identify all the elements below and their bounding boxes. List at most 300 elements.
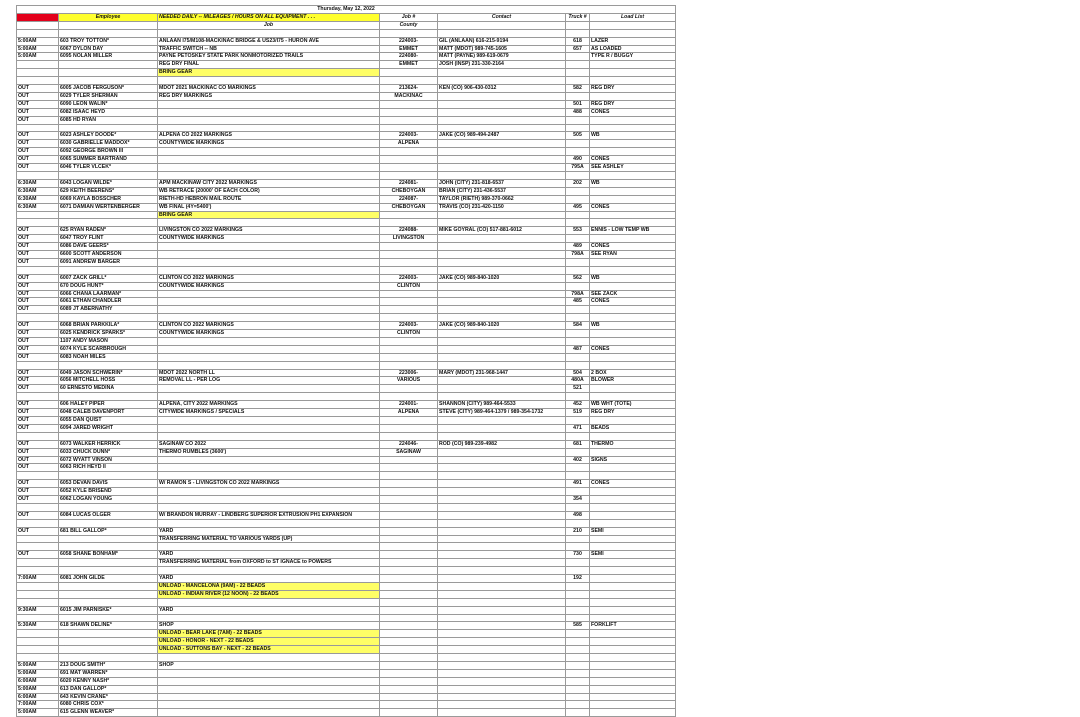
employee-cell: 6029 TYLER SHERMAN	[59, 92, 158, 100]
subheader-row	[17, 21, 676, 29]
job-number-cell: CHEBOYGAN	[380, 187, 438, 195]
time-cell: 5:00AM	[17, 53, 59, 61]
job-cell: ANLAAN I75/M108-MACKINAC BRIDGE & US23/I75 - HURON AVE	[158, 37, 380, 45]
employee-cell: 6065 SUMMER BARTRAND	[59, 156, 158, 164]
contact-cell: JAKE (CO) 989-840-1020	[438, 322, 566, 330]
employee-cell: 629 KEITH BEERENS*	[59, 187, 158, 195]
load-list-cell	[590, 685, 676, 693]
job-cell	[158, 243, 380, 251]
schedule-row	[17, 464, 676, 472]
load-list-cell: CONES	[590, 203, 676, 211]
job-cell	[158, 424, 380, 432]
job-cell: BRING GEAR	[158, 211, 380, 219]
contact-cell: MARY (MDOT) 231-968-1447	[438, 369, 566, 377]
employee-cell: 643 KEVIN CRANE*	[59, 693, 158, 701]
spacer-row	[17, 266, 676, 274]
truck-cell: 202	[566, 179, 590, 187]
truck-cell	[566, 330, 590, 338]
load-list-cell: CONES	[590, 345, 676, 353]
contact-cell: SHANNON (CITY) 989-464-5533	[438, 401, 566, 409]
time-cell: OUT	[17, 330, 59, 338]
truck-cell	[566, 582, 590, 590]
job-number-cell	[380, 669, 438, 677]
schedule-row	[17, 646, 676, 654]
load-list-cell	[590, 701, 676, 709]
employee-cell: 6095 NOLAN MILLER	[59, 53, 158, 61]
time-cell: OUT	[17, 527, 59, 535]
contact-cell: ROD (CO) 989-239-4982	[438, 440, 566, 448]
schedule-row	[17, 45, 676, 53]
load-list-cell	[590, 69, 676, 77]
load-list-cell	[590, 448, 676, 456]
job-subheader: Job	[158, 21, 380, 29]
contact-cell	[438, 551, 566, 559]
spacer-row	[17, 77, 676, 85]
job-cell	[158, 156, 380, 164]
job-cell	[158, 464, 380, 472]
truck-cell	[566, 638, 590, 646]
contact-cell	[438, 306, 566, 314]
job-cell: REMOVAL LL - PER LOG	[158, 377, 380, 385]
employee-cell	[59, 211, 158, 219]
employee-cell: 6062 LOGAN YOUNG	[59, 496, 158, 504]
contact-cell	[438, 345, 566, 353]
job-number-cell: 213624-	[380, 85, 438, 93]
job-number-cell	[380, 290, 438, 298]
employee-cell: 670 DOUG HUNT*	[59, 282, 158, 290]
time-cell: OUT	[17, 448, 59, 456]
load-list-cell	[590, 606, 676, 614]
contact-cell	[438, 100, 566, 108]
contact-cell	[438, 582, 566, 590]
time-cell: OUT	[17, 235, 59, 243]
truck-cell: 501	[566, 100, 590, 108]
time-cell: OUT	[17, 464, 59, 472]
time-cell: 5:00AM	[17, 37, 59, 45]
job-cell: TRAFFIC SWITCH -- NB	[158, 45, 380, 53]
load-list-cell	[590, 116, 676, 124]
schedule-row	[17, 638, 676, 646]
schedule-row	[17, 345, 676, 353]
load-list-cell	[590, 693, 676, 701]
job-cell	[158, 693, 380, 701]
load-list-header: Load List	[590, 13, 676, 21]
schedule-row	[17, 290, 676, 298]
time-cell	[17, 590, 59, 598]
load-list-cell	[590, 195, 676, 203]
employee-cell: 618 SHAWN DELINE*	[59, 622, 158, 630]
schedule-row	[17, 535, 676, 543]
job-cell: UNLOAD - MANCELONA (9AM) - 22 BEADS	[158, 582, 380, 590]
truck-cell	[566, 235, 590, 243]
time-cell	[17, 646, 59, 654]
contact-cell	[438, 108, 566, 116]
job-number-cell	[380, 630, 438, 638]
load-list-cell	[590, 638, 676, 646]
truck-cell: 489	[566, 243, 590, 251]
load-list-cell	[590, 669, 676, 677]
time-cell: OUT	[17, 409, 59, 417]
time-cell: 9:30AM	[17, 606, 59, 614]
truck-cell: 488	[566, 108, 590, 116]
time-cell: OUT	[17, 258, 59, 266]
truck-cell	[566, 353, 590, 361]
time-cell: OUT	[17, 164, 59, 172]
job-number-cell	[380, 646, 438, 654]
truck-cell	[566, 535, 590, 543]
load-list-cell: CONES	[590, 156, 676, 164]
job-cell: TRANSFERRING MATERIAL TO VARIOUS YARDS (UP)	[158, 535, 380, 543]
schedule-row	[17, 709, 676, 717]
job-number-cell	[380, 416, 438, 424]
job-number-cell	[380, 306, 438, 314]
truck-cell	[566, 306, 590, 314]
schedule-row	[17, 322, 676, 330]
load-list-cell: REG DRY	[590, 85, 676, 93]
time-cell: OUT	[17, 243, 59, 251]
truck-cell: 498	[566, 511, 590, 519]
time-cell: OUT	[17, 337, 59, 345]
job-number-cell	[380, 298, 438, 306]
employee-cell	[59, 630, 158, 638]
spacer-row	[17, 432, 676, 440]
contact-cell: MATT (MDOT) 989-745-1605	[438, 45, 566, 53]
contact-cell	[438, 258, 566, 266]
job-cell: W/ BRANDON MURRAY - LINDBERG SUPERIOR EXTRUSION PH1 EXPANSION	[158, 511, 380, 519]
contact-cell	[438, 92, 566, 100]
contact-cell	[438, 337, 566, 345]
contact-cell	[438, 330, 566, 338]
truck-cell: 402	[566, 456, 590, 464]
job-cell: SAGINAW CO 2022	[158, 440, 380, 448]
job-cell	[158, 345, 380, 353]
job-cell: REG DRY MARKINGS	[158, 92, 380, 100]
contact-cell: BRIAN (CITY) 231-436-5537	[438, 187, 566, 195]
contact-cell	[438, 243, 566, 251]
truck-cell: 553	[566, 227, 590, 235]
load-list-cell	[590, 385, 676, 393]
employee-cell	[59, 61, 158, 69]
contact-cell: TRAVIS (CO) 231-420-1150	[438, 203, 566, 211]
load-list-cell: SEMI	[590, 527, 676, 535]
job-cell	[158, 100, 380, 108]
truck-cell	[566, 677, 590, 685]
job-cell: YARD	[158, 527, 380, 535]
load-list-cell	[590, 306, 676, 314]
truck-cell	[566, 630, 590, 638]
job-header-cell	[158, 13, 380, 21]
contact-cell	[438, 527, 566, 535]
load-list-cell	[590, 258, 676, 266]
time-cell: 7:00AM	[17, 701, 59, 709]
job-number-cell: EMMET	[380, 45, 438, 53]
job-number-cell	[380, 622, 438, 630]
employee-cell: 60 ERNESTO MEDINA	[59, 385, 158, 393]
truck-cell	[566, 140, 590, 148]
contact-cell	[438, 156, 566, 164]
truck-cell: 521	[566, 385, 590, 393]
contact-cell: JOHN (CITY) 231-818-6537	[438, 179, 566, 187]
job-number-cell: CLINTON	[380, 330, 438, 338]
schedule-row	[17, 108, 676, 116]
schedule-row	[17, 156, 676, 164]
job-cell: MDOT 2021 MACKINAC CO MARKINGS	[158, 85, 380, 93]
job-cell: TRANSFERRING MATERIAL from OXFORD to ST IGNACE to POWERS	[158, 559, 380, 567]
load-list-cell	[590, 496, 676, 504]
contact-cell	[438, 661, 566, 669]
schedule-row	[17, 211, 676, 219]
schedule-row	[17, 582, 676, 590]
truck-cell	[566, 187, 590, 195]
truck-cell: 562	[566, 274, 590, 282]
job-cell: MDOT 2022 NORTH LL	[158, 369, 380, 377]
schedule-table	[16, 5, 676, 717]
contact-cell	[438, 416, 566, 424]
job-number-cell	[380, 353, 438, 361]
truck-cell: 192	[566, 575, 590, 583]
time-cell: OUT	[17, 116, 59, 124]
truck-cell	[566, 69, 590, 77]
contact-cell	[438, 464, 566, 472]
time-cell: OUT	[17, 290, 59, 298]
spacer-row	[17, 472, 676, 480]
sheet-date: Thursday, May 12, 2022	[17, 6, 676, 14]
job-number-cell	[380, 156, 438, 164]
load-list-cell	[590, 330, 676, 338]
job-number-cell: 224003-	[380, 274, 438, 282]
employee-cell: 615 GLENN WEAVER*	[59, 709, 158, 717]
schedule-row	[17, 274, 676, 282]
time-cell: OUT	[17, 282, 59, 290]
job-cell	[158, 290, 380, 298]
time-cell: 5:00AM	[17, 661, 59, 669]
schedule-row	[17, 448, 676, 456]
time-cell: OUT	[17, 100, 59, 108]
job-cell: RIETH-HD HEBRON MAIL ROUTE	[158, 195, 380, 203]
truck-cell: 480A	[566, 377, 590, 385]
employee-cell: 6600 SCOTT ANDERSON	[59, 251, 158, 259]
contact-cell	[438, 377, 566, 385]
load-list-cell: LAZER	[590, 37, 676, 45]
truck-cell: 681	[566, 440, 590, 448]
time-cell: OUT	[17, 306, 59, 314]
truck-cell	[566, 685, 590, 693]
load-list-cell	[590, 575, 676, 583]
job-cell: W/ RAMON S - LIVINGSTON CO 2022 MARKINGS	[158, 480, 380, 488]
truck-cell: 505	[566, 132, 590, 140]
time-cell: OUT	[17, 251, 59, 259]
time-cell: OUT	[17, 416, 59, 424]
spacer-row	[17, 654, 676, 662]
schedule-row	[17, 416, 676, 424]
job-cell: WB RETRACE (20000' OF EACH COLOR)	[158, 187, 380, 195]
contact-cell	[438, 630, 566, 638]
schedule-row	[17, 622, 676, 630]
schedule-row	[17, 551, 676, 559]
contact-cell	[438, 701, 566, 709]
time-cell: OUT	[17, 440, 59, 448]
contact-cell	[438, 685, 566, 693]
contact-cell	[438, 559, 566, 567]
time-cell: OUT	[17, 148, 59, 156]
employee-cell: 6049 JASON SCHWERIN*	[59, 369, 158, 377]
schedule-row	[17, 496, 676, 504]
spacer-row	[17, 543, 676, 551]
time-cell: OUT	[17, 345, 59, 353]
job-number-cell: CHEBOYGAN	[380, 203, 438, 211]
job-number-cell	[380, 575, 438, 583]
truck-cell	[566, 258, 590, 266]
job-number-cell: LIVINGSTON	[380, 235, 438, 243]
truck-cell: 798A	[566, 290, 590, 298]
job-cell	[158, 677, 380, 685]
time-cell: OUT	[17, 488, 59, 496]
time-cell: OUT	[17, 92, 59, 100]
contact-cell	[438, 69, 566, 77]
time-cell: OUT	[17, 227, 59, 235]
job-number-cell	[380, 164, 438, 172]
truck-cell: 585	[566, 622, 590, 630]
truck-cell	[566, 701, 590, 709]
truck-cell	[566, 693, 590, 701]
contact-cell	[438, 511, 566, 519]
job-cell	[158, 306, 380, 314]
employee-cell: 6023 ASHLEY DOODE*	[59, 132, 158, 140]
job-number-cell	[380, 148, 438, 156]
job-number-cell	[380, 480, 438, 488]
job-number-cell	[380, 685, 438, 693]
truck-cell	[566, 448, 590, 456]
time-cell	[17, 61, 59, 69]
spacer-row	[17, 124, 676, 132]
time-cell: 6:30AM	[17, 187, 59, 195]
job-cell	[158, 488, 380, 496]
load-list-cell: REG DRY	[590, 409, 676, 417]
load-list-cell	[590, 709, 676, 717]
time-header: TIME	[17, 13, 59, 21]
load-list-cell: AS LOADED	[590, 45, 676, 53]
truck-cell: 210	[566, 527, 590, 535]
employee-cell: 6046 TYLER VLCEK*	[59, 164, 158, 172]
job-number-cell	[380, 535, 438, 543]
employee-cell: 6091 ANDREW BARGER	[59, 258, 158, 266]
job-cell: THERMO RUMBLES (3600')	[158, 448, 380, 456]
truck-cell	[566, 661, 590, 669]
header-row	[17, 13, 676, 21]
job-number-cell: 224003-	[380, 37, 438, 45]
employee-cell	[59, 646, 158, 654]
employee-cell: 1107 ANDY MASON	[59, 337, 158, 345]
time-cell: 6:30AM	[17, 203, 59, 211]
employee-cell: 6048 CALEB DAVENPORT	[59, 409, 158, 417]
employee-cell: 6061 ETHAN CHANDLER	[59, 298, 158, 306]
schedule-row	[17, 527, 676, 535]
job-number-cell	[380, 424, 438, 432]
employee-cell: 213 DOUG SMITH*	[59, 661, 158, 669]
schedule-row	[17, 243, 676, 251]
job-cell: YARD	[158, 551, 380, 559]
employee-cell: 6063 RICH HEYD II	[59, 464, 158, 472]
contact-cell	[438, 456, 566, 464]
truck-cell	[566, 92, 590, 100]
schedule-row	[17, 630, 676, 638]
load-list-cell: BLOWER	[590, 377, 676, 385]
time-cell: OUT	[17, 85, 59, 93]
contact-header: Contact	[438, 13, 566, 21]
time-cell	[17, 582, 59, 590]
schedule-row	[17, 488, 676, 496]
job-number-cell: MACKINAC	[380, 92, 438, 100]
job-number-cell	[380, 559, 438, 567]
schedule-row	[17, 164, 676, 172]
time-cell: 6:00AM	[17, 677, 59, 685]
spacer-row	[17, 219, 676, 227]
job-number-cell	[380, 606, 438, 614]
schedule-row	[17, 701, 676, 709]
load-list-cell	[590, 337, 676, 345]
time-cell: 6:30AM	[17, 195, 59, 203]
job-number-cell	[380, 496, 438, 504]
contact-cell	[438, 298, 566, 306]
employee-cell: 613 DAN GALLOP*	[59, 685, 158, 693]
load-list-cell	[590, 511, 676, 519]
truck-cell: 452	[566, 401, 590, 409]
load-list-cell	[590, 590, 676, 598]
time-cell	[17, 69, 59, 77]
schedule-row	[17, 440, 676, 448]
employee-cell: 6007 ZACK GRILL*	[59, 274, 158, 282]
employee-header: Employee	[59, 13, 158, 21]
employee-cell: 6015 JIM PARNISKE*	[59, 606, 158, 614]
load-list-cell	[590, 559, 676, 567]
schedule-row	[17, 409, 676, 417]
load-list-cell: WB	[590, 274, 676, 282]
load-list-cell: SEE ZACK	[590, 290, 676, 298]
load-list-cell	[590, 61, 676, 69]
time-cell: OUT	[17, 132, 59, 140]
schedule-row	[17, 69, 676, 77]
load-list-cell: THERMO	[590, 440, 676, 448]
job-cell	[158, 251, 380, 259]
job-number-cell	[380, 464, 438, 472]
time-cell: OUT	[17, 401, 59, 409]
schedule-row	[17, 661, 676, 669]
schedule-row	[17, 100, 676, 108]
time-cell: OUT	[17, 385, 59, 393]
employee-cell: 6090 LEON WALIN*	[59, 100, 158, 108]
job-cell: YARD	[158, 606, 380, 614]
job-number-cell	[380, 258, 438, 266]
job-number-cell	[380, 488, 438, 496]
truck-cell: 354	[566, 496, 590, 504]
job-cell	[158, 108, 380, 116]
schedule-row	[17, 385, 676, 393]
contact-cell	[438, 211, 566, 219]
job-number-cell: 224001-	[380, 401, 438, 409]
schedule-row	[17, 251, 676, 259]
contact-cell	[438, 709, 566, 717]
truck-cell: 730	[566, 551, 590, 559]
truck-cell: 490	[566, 156, 590, 164]
truck-cell: 519	[566, 409, 590, 417]
load-list-cell	[590, 282, 676, 290]
contact-cell	[438, 638, 566, 646]
employee-cell: 6047 TROY FLINT	[59, 235, 158, 243]
job-cell: ALPENA, CITY 2022 MARKINGS	[158, 401, 380, 409]
job-cell	[158, 116, 380, 124]
job-number-cell: SAGINAW	[380, 448, 438, 456]
contact-cell	[438, 148, 566, 156]
